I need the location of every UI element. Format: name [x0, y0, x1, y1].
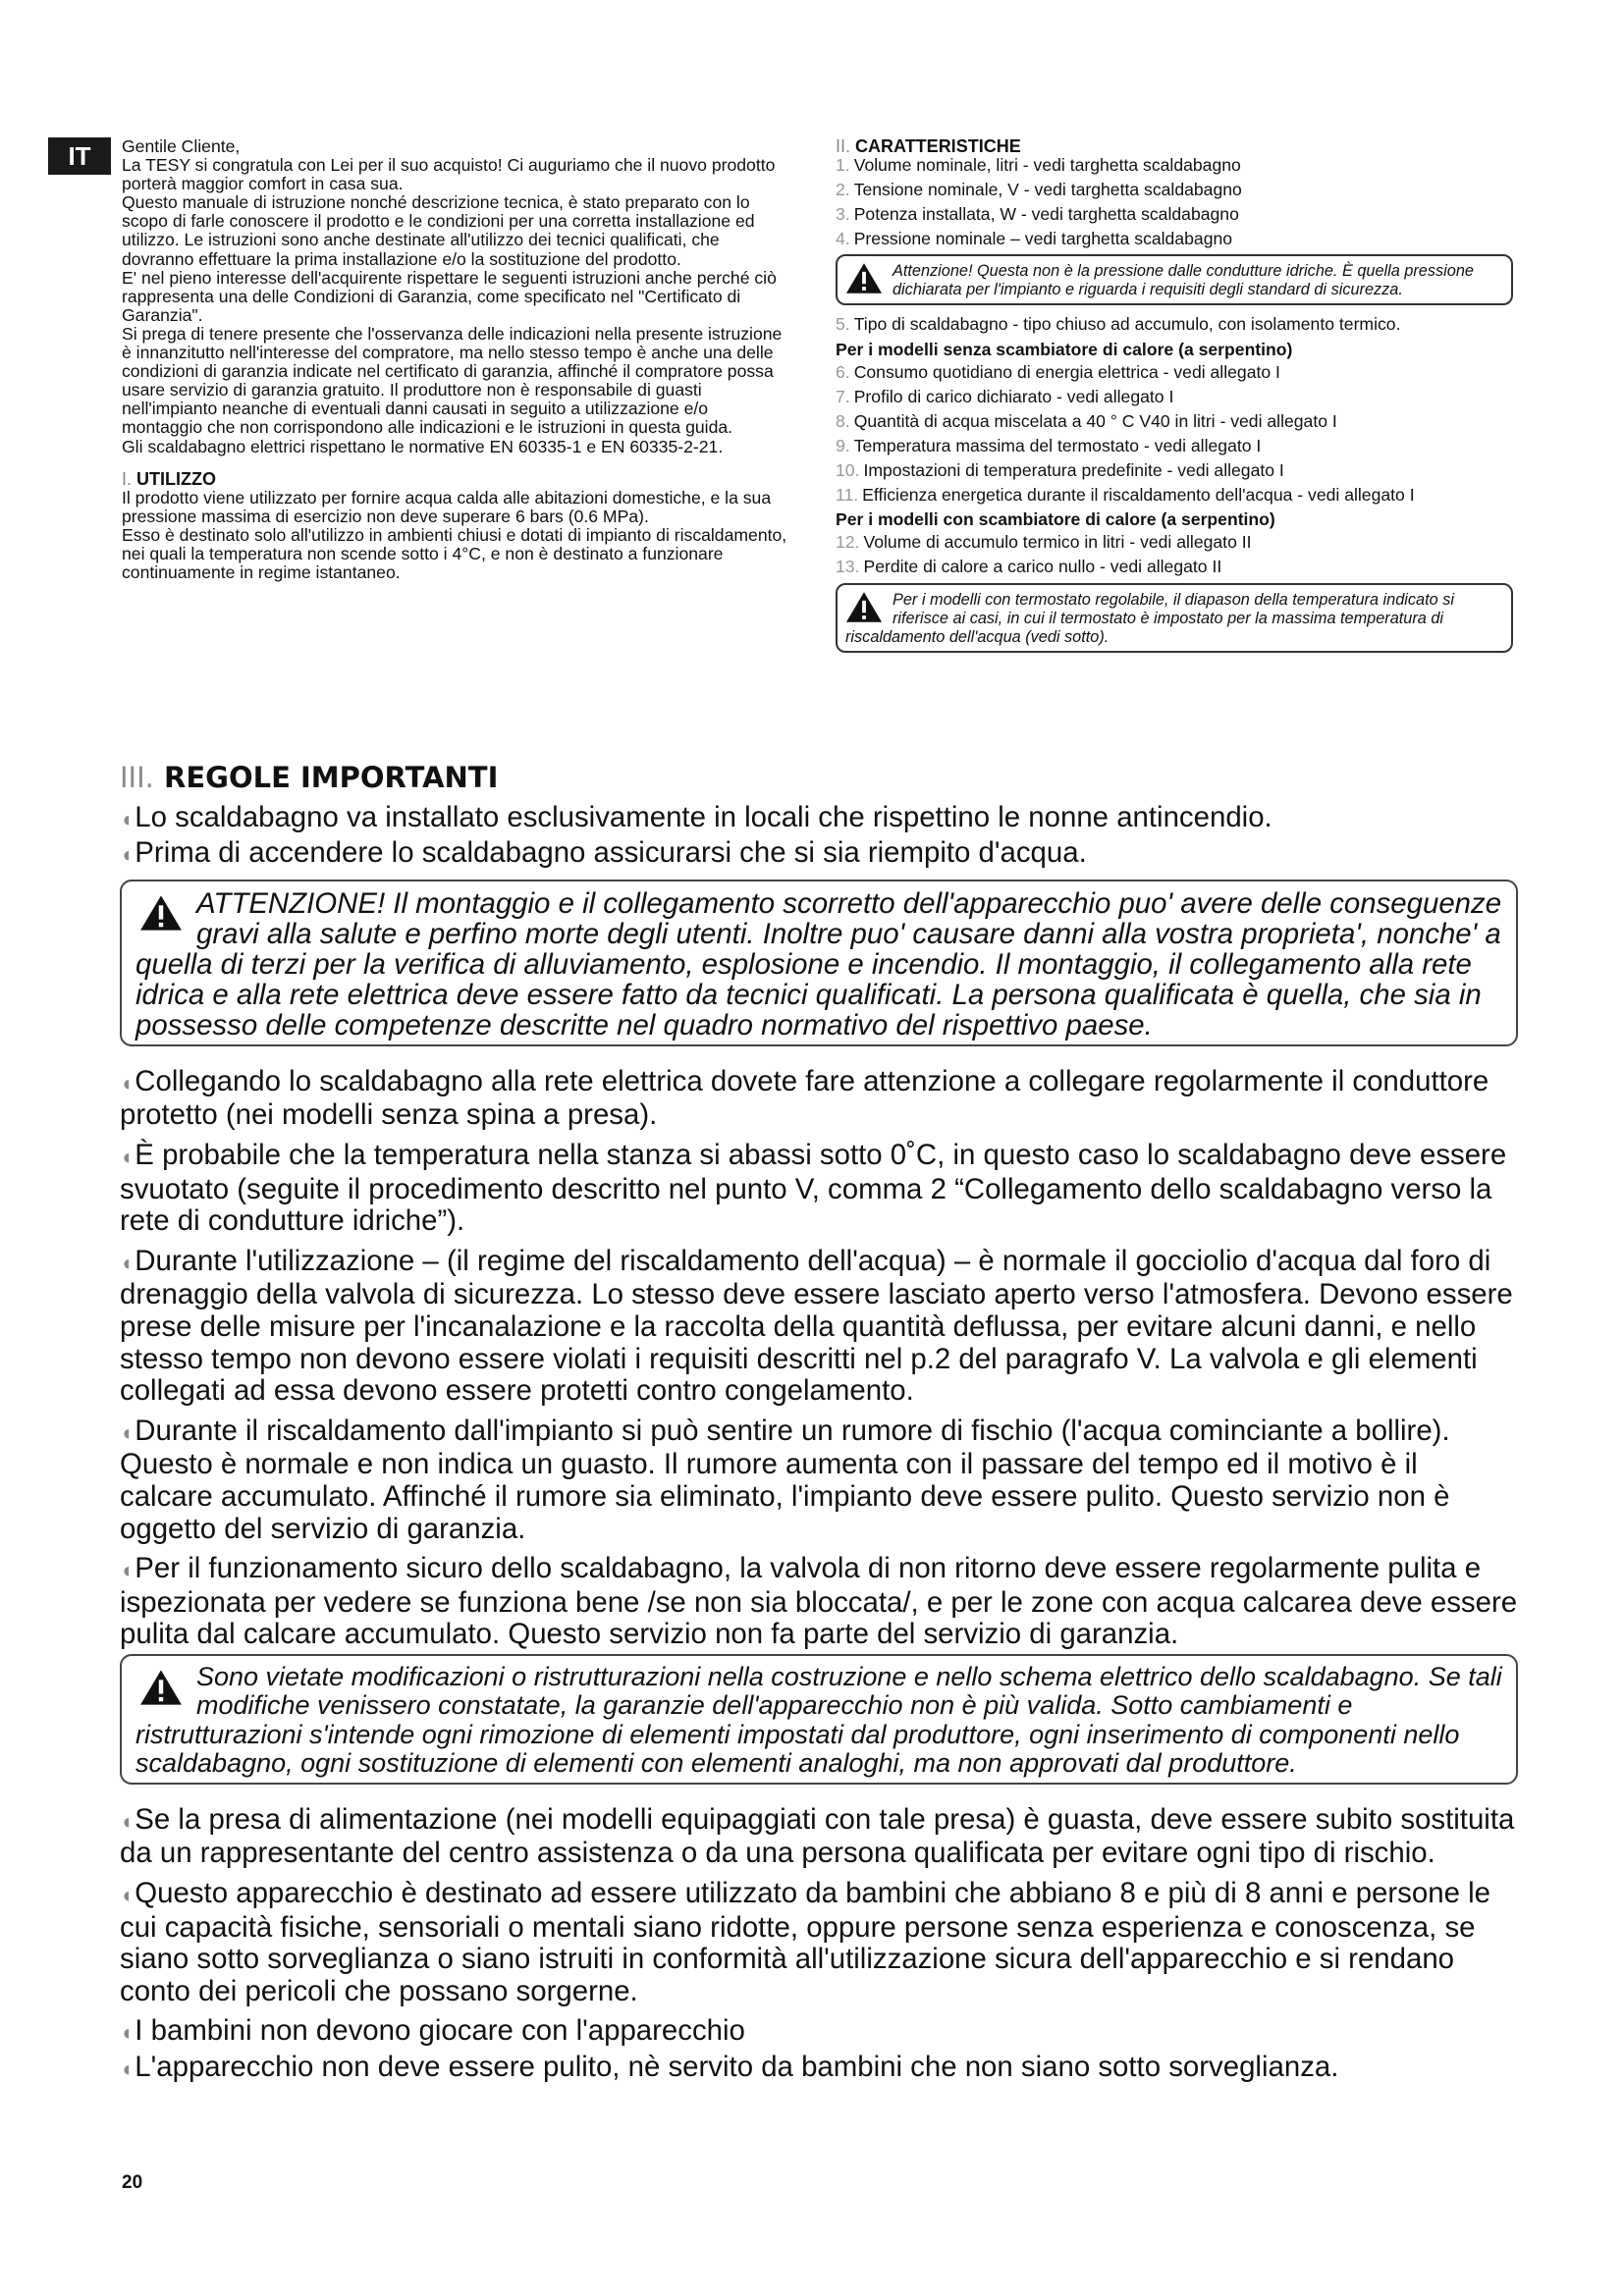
bullet-icon: ◖ [120, 1250, 134, 1275]
list-item: 11. Efficienza energetica durante il riscaldamento dell'acqua - vedi allegato I [836, 485, 1415, 506]
warning-icon [845, 262, 883, 294]
spec-list [836, 156, 1513, 248]
bullet-icon: ◖ [120, 806, 134, 831]
rule-paragraph: ◖Se la presa di alimentazione (nei modelli equipaggiati con tale presa) è guasta, deve essere subito sostituita da un rappresentante del centro assistenza o da una persona qualificata per evitare ogni tipo di rischio. [120, 1802, 1515, 1870]
warning-text: ATTENZIONE! Il montaggio e il collegamento scorretto dell'apparecchio puo' avere delle conseguenze gravi alla salute e perfino morte degli utenti. Inoltre puo' causare danni alla vostra proprieta', nonche' a quella di terzi per la verifica di alluviamento, esplosione e incendio. Il montaggio, il collegamento alla rete idrica e alla rete elettrica deve essere fatto da tecnici qualificati. La persona qualificata è quella, che sia in possesso delle competenze descritte nel quadro normativo del rispettivo paese. [135, 886, 1502, 1041]
bullet-icon: ◖ [120, 2020, 134, 2046]
warning-text: Per i modelli con termostato regolabile, il diapason della temperatura indicato si riferisce ai casi, in cui il termostato è impostato per la massima temperatura di riscaldamento dell'acqua (vedi sotto). [845, 590, 1454, 646]
right-column [836, 137, 1513, 663]
list-item: 5. Tipo di scaldabagno - tipo chiuso ad accumulo, con isolamento termico. [836, 314, 1401, 335]
utilizzo-paragraph: Esso è destinato solo all'utilizzo in ambienti chiusi e dotati di impianto di riscaldamento, nei quali la temperatura non scende sotto i 4°C, e non è destinato a funzionare continuamente in regime istantaneo. [122, 524, 787, 583]
warning-box [836, 254, 1513, 305]
utilizzo-paragraph: Il prodotto viene utilizzato per fornire acqua calda alle abitazioni domestiche, e la sua pressione massima di esercizio non deve superare 6 bars (0.6 MPa). [122, 487, 772, 526]
section-heading-caratteristiche [836, 137, 1513, 156]
bullet-icon: ◖ [120, 1144, 134, 1169]
rule-paragraph: ◖Per il funzionamento sicuro dello scaldabagno, la valvola di non ritorno deve essere regolarmente pulita e ispezionata per vedere se funziona bene /se non sia bloccata/, e per le zone con acqua calcarea deve essere pulita dal calcare accumulato. Questo servizio non fa parte del servizio di garanzia. [120, 1552, 1518, 1651]
section-heading-regole [120, 762, 1518, 794]
list-item: 13. Perdite di calore a carico nullo - vedi allegato II [836, 557, 1222, 577]
section-title: REGOLE IMPORTANTI [164, 761, 499, 794]
warning-text: Attenzione! Questa non è la pressione dalle condutture idriche. È quella pressione dichiarata per l'impianto e riguarda i requisiti degli standard di sicurezza. [893, 262, 1474, 299]
list-item: 6. Consumo quotidiano di energia elettrica - vedi allegato I [836, 361, 1280, 382]
list-item: 3. Potenza installata, W - vedi targhetta scaldabagno [836, 204, 1239, 225]
rule-paragraph: ◖Lo scaldabagno va installato esclusivamente in locali che rispettino le nonne antincendio. [120, 800, 1272, 833]
warning-box [120, 1654, 1518, 1785]
rule-paragraph: ◖Durante l'utilizzazione – (il regime del riscaldamento dell'acqua) – è normale il gocciolio d'acqua dal foro di drenaggio della valvola di sicurezza. Lo stesso deve essere lasciato aperto verso l'atmosfera. Devono essere prese delle misure per l'incanalazione e la raccolta della quantità deflussa, per evitare alcuni danni, e nello stesso tempo non devono essere violati i requisiti descritti nel p.2 del paragrafo V. La valvola e gli elementi collegati ad essa devono essere protetti contro congelamento. [120, 1244, 1513, 1408]
rule-paragraph: ◖I bambini non devono giocare con l'apparecchio [120, 2014, 745, 2048]
list-item: 8. Quantità di acqua miscelata a 40 ° C V40 in litri - vedi allegato I [836, 410, 1337, 431]
list-item: 4. Pressione nominale – vedi targhetta scaldabagno [836, 229, 1233, 249]
warning-icon [139, 894, 183, 932]
subheading: Per i modelli senza scambiatore di calore (a serpentino) [836, 339, 1293, 359]
list-item: 2. Tensione nominale, V - vedi targhetta scaldabagno [836, 180, 1242, 200]
rule-paragraph: ◖L'apparecchio non deve essere pulito, nè servito da bambini che non siano sotto sorveglianza. [120, 2051, 1339, 2084]
spec-list [836, 315, 1513, 334]
rule-paragraph: ◖Collegando lo scaldabagno alla rete elettrica dovete fare attenzione a collegare regolarmente il conduttore protetto (nei modelli senza spina a presa). [120, 1064, 1489, 1132]
section-number: I. [122, 468, 133, 489]
intro-paragraph: E' nel pieno interesse dell'acquirente rispettare le seguenti istruzioni anche perché ciò rappresenta una delle Condizioni di Garanzia, come specificato nel "Certificato di Garanzia". [122, 267, 777, 325]
bullet-icon: ◖ [120, 2056, 134, 2082]
bullet-icon: ◖ [120, 1558, 134, 1583]
bullet-icon: ◖ [120, 1419, 134, 1445]
section-title: CARATTERISTICHE [855, 136, 1021, 156]
intro-paragraph: La TESY si congratula con Lei per il suo acquisto! Ci auguriamo che il nuovo prodotto porterà maggior comfort in casa sua. [122, 155, 776, 194]
section-heading-utilizzo [122, 470, 791, 489]
warning-box [836, 583, 1513, 653]
bullet-icon: ◖ [120, 1070, 134, 1095]
left-column [122, 137, 791, 582]
warning-icon [845, 591, 883, 623]
main-section [120, 762, 1518, 2094]
list-item: 7. Profilo di carico dichiarato - vedi allegato I [836, 386, 1174, 406]
rule-paragraph: ◖Durante il riscaldamento dall'impianto si può sentire un rumore di fischio (l'acqua cominciante a bollire). Questo è normale e non indica un guasto. Il rumore aumenta con il passare del tempo ed il motivo è il calcare accumulato. Affinché il rumore sia eliminato, l'impianto deve essere pulito. Questo servizio non è oggetto del servizio di garanzia. [120, 1414, 1450, 1545]
spec-list [836, 533, 1513, 576]
bullet-icon: ◖ [120, 1883, 134, 1908]
warning-box [120, 880, 1518, 1046]
section-number: II. [836, 136, 851, 156]
intro-paragraph: Si prega di tenere presente che l'osservanza delle indicazioni nella presente istruzione è innanzitutto nell'interesse del compratore, ma nello stesso tempo è anche una delle condizioni di garanzia indicate nel certificato di garanzia, affinché il compratore possa usare servizio di garanzia gratuito. Il produttore non è responsabile di guasti nell'impianto neanche di eventuali danni causati in seguito a utilizzazione e/o montaggio che non corrispondono alle indicazioni e le istruzioni in questa guida. [122, 323, 783, 438]
subheading: Per i modelli con scambiatore di calore (a serpentino) [836, 509, 1275, 530]
bullet-icon: ◖ [120, 842, 134, 868]
spec-list [836, 363, 1513, 506]
bullet-icon: ◖ [120, 1808, 134, 1834]
rule-paragraph: ◖Questo apparecchio è destinato ad essere utilizzato da bambini che abbiano 8 e più di 8 anni e persone le cui capacità fisiche, sensoriali o mentali siano ridotte, oppure persone senza esperienza e conoscenza, se siano sotto sorveglianza o siano istruiti in conformità all'utilizzazione sicura dell'apparecchio e si rendano conto dei pericoli che possano sorgerne. [120, 1877, 1490, 2007]
rule-paragraph: ◖È probabile che la temperatura nella stanza si abassi sotto 0˚C, in questo caso lo scaldabagno deve essere svuotato (seguite il procedimento descritto nel punto V, comma 2 “Collegamento dello scaldabagno verso la rete di condutture idriche”). [120, 1138, 1507, 1238]
list-item: 1. Volume nominale, litri - vedi targhetta scaldabagno [836, 155, 1241, 176]
warning-text: Sono vietate modificazioni o ristrutturazioni nella costruzione e nello schema elettrico dello scaldabagno. Se tali modifiche venissero constatate, la garanzie dell'apparecchio non è più valida. Sotto cambiamenti e ristrutturazioni s'intende ogni rimozione di elementi impostati dal produttore, ogni inserimento di componenti nello scaldabagno, ogni sostituzione di elementi con elementi analoghi, ma non approvati dal produttore. [135, 1661, 1502, 1779]
section-number: III. [120, 761, 154, 794]
rule-paragraph: ◖Prima di accendere lo scaldabagno assicurarsi che si sia riempito d'acqua. [120, 836, 1087, 870]
intro-paragraph: Gli scaldabagno elettrici rispettano le normative EN 60335-1 e EN 60335-2-21. [122, 436, 724, 456]
section-title: UTILIZZO [136, 468, 217, 489]
intro-paragraph: Questo manuale di istruzione nonché descrizione tecnica, è stato preparato con lo scopo di farle conoscere il prodotto e le condizioni per una corretta installazione ed utilizzo. Le istruzioni sono anche destinate all'utilizzo dei tecnici qualificati, che dovranno effettuare la prima installazione e/o la sostituzione del prodotto. [122, 192, 755, 269]
list-item: 9. Temperatura massima del termostato - vedi allegato I [836, 435, 1262, 455]
warning-icon [139, 1669, 183, 1706]
language-badge: IT [48, 137, 111, 175]
greeting: Gentile Cliente, [122, 136, 241, 156]
list-item: 10. Impostazioni di temperatura predefinite - vedi allegato I [836, 460, 1284, 481]
page-number: 20 [122, 2172, 143, 2193]
list-item: 12. Volume di accumulo termico in litri - vedi allegato II [836, 532, 1252, 553]
